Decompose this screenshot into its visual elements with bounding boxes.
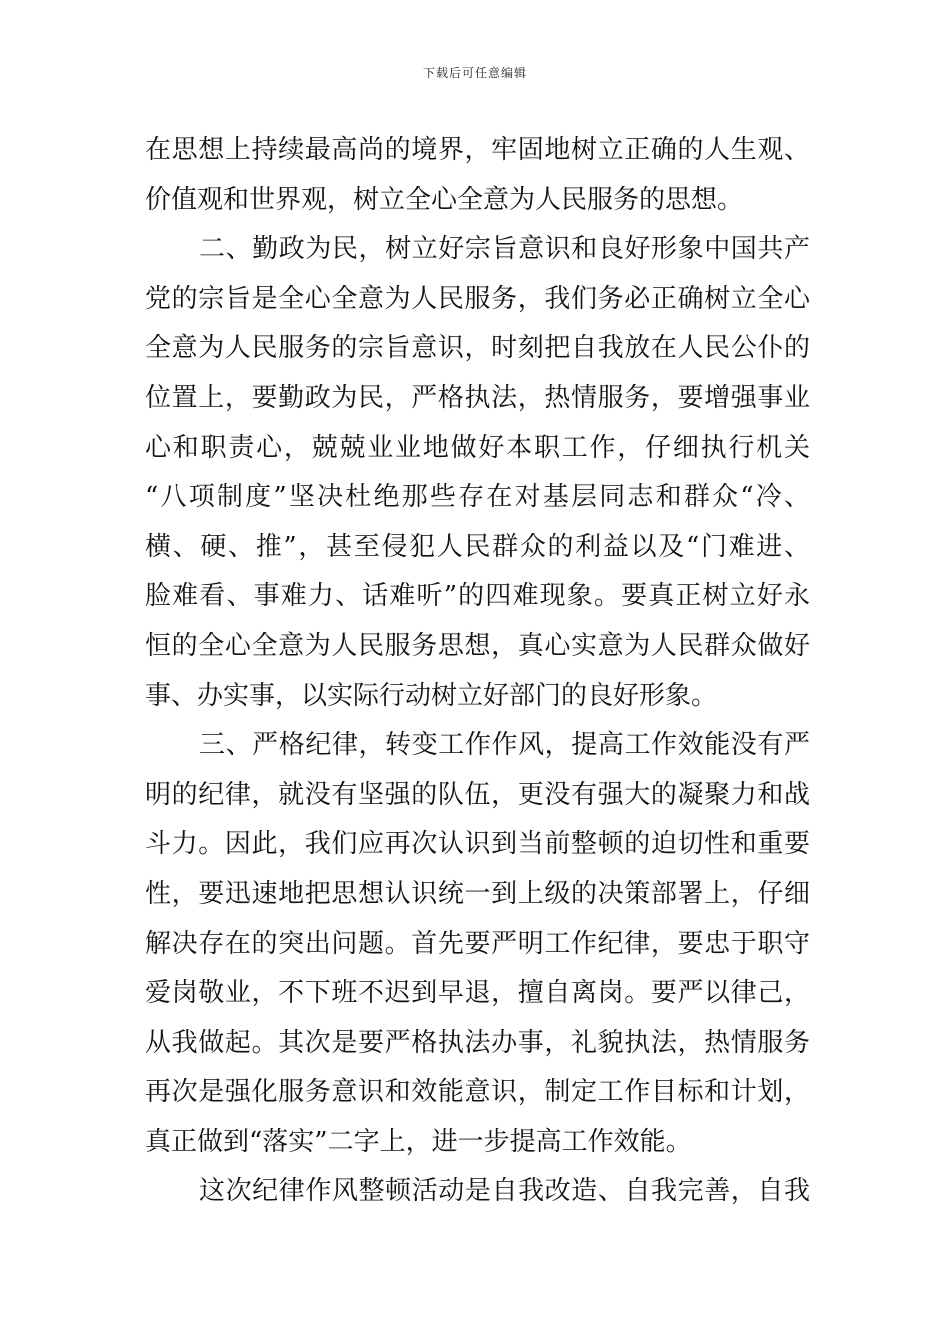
text-line: 全意为人民服务的宗旨意识，时刻把自我放在人民公仆的 bbox=[145, 333, 810, 364]
text-line: 党的宗旨是全心全意为人民服务，我们务必正确树立全心 bbox=[145, 283, 810, 314]
text-line: 位置上，要勤政为民，严格执法，热情服务，要增强事业 bbox=[145, 382, 810, 413]
text-line: 横、硬、推”，甚至侵犯人民群众的利益以及“门难进、 bbox=[145, 531, 810, 562]
body-text bbox=[145, 126, 810, 1217]
text-line: 这次纪律作风整顿活动是自我改造、自我完善，自我 bbox=[199, 1176, 810, 1207]
text-line: 价值观和世界观，树立全心全意为人民服务的思想。 bbox=[145, 184, 744, 215]
text-line: 斗力。因此，我们应再次认识到当前整顿的迫切性和重要 bbox=[145, 829, 810, 860]
text-line: 三、严格纪律，转变工作作风，提高工作效能没有严 bbox=[199, 730, 810, 761]
text-line: 事、办实事，以实际行动树立好部门的良好形象。 bbox=[145, 680, 718, 711]
text-line: 再次是强化服务意识和效能意识，制定工作目标和计划， bbox=[145, 1077, 810, 1108]
text-line: 爱岗敬业，不下班不迟到早退，擅自离岗。要严以律己， bbox=[145, 978, 810, 1009]
text-line: 解决存在的突出问题。首先要严明工作纪律，要忠于职守 bbox=[145, 928, 810, 959]
text-line: 明的纪律，就没有坚强的队伍，更没有强大的凝聚力和战 bbox=[145, 779, 810, 810]
text-line: 在思想上持续最高尚的境界，牢固地树立正确的人生观、 bbox=[145, 135, 810, 165]
text-line: 从我做起。其次是要严格执法办事，礼貌执法，热情服务 bbox=[145, 1027, 810, 1058]
text-line: 真正做到“落实”二字上，进一步提高工作效能。 bbox=[145, 1126, 692, 1157]
text-line: “八项制度”坚决杜绝那些存在对基层同志和群众“冷、 bbox=[145, 482, 810, 513]
text-line: 二、勤政为民，树立好宗旨意识和良好形象中国共产 bbox=[199, 234, 810, 265]
text-line: 心和职责心，兢兢业业地做好本职工作，仔细执行机关 bbox=[145, 432, 810, 463]
text-line: 性，要迅速地把思想认识统一到上级的决策部署上，仔细 bbox=[145, 878, 810, 909]
text-line: 恒的全心全意为人民服务思想，真心实意为人民群众做好 bbox=[145, 630, 810, 661]
text-line: 脸难看、事难力、话难听”的四难现象。要真正树立好永 bbox=[145, 581, 810, 612]
page-header: 下载后可任意编辑 bbox=[422, 66, 527, 80]
